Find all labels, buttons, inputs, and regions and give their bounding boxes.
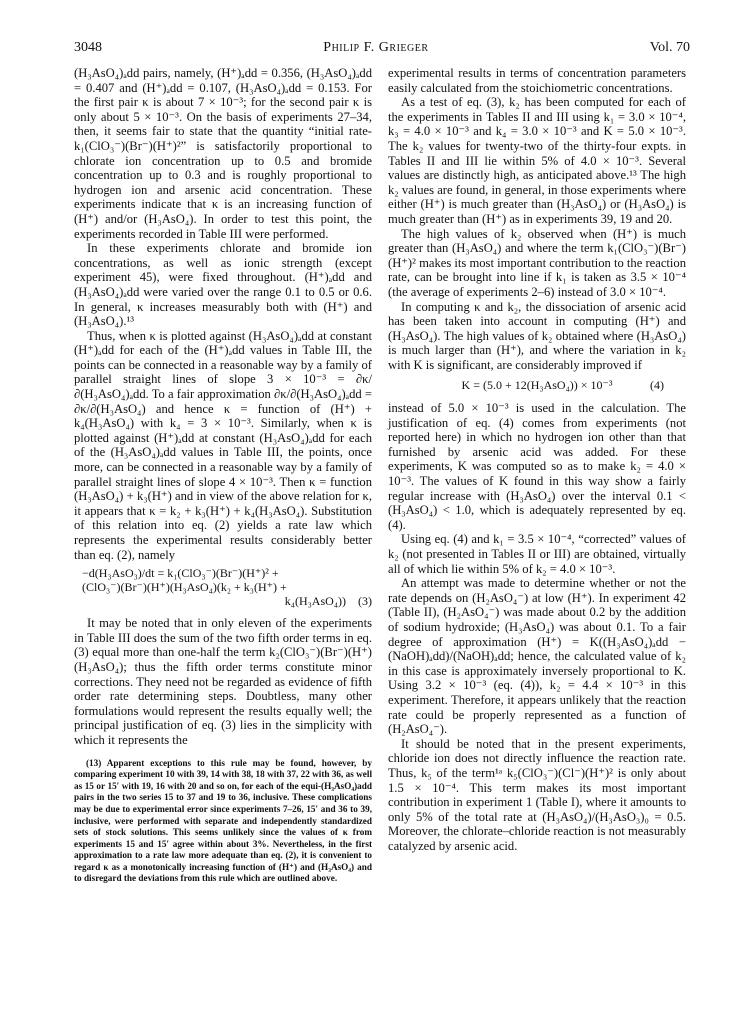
page-header bbox=[74, 40, 690, 60]
right-paragraph-1: experimental results in terms of concentration parameters easily calculated from the stoichiometric concentrations. bbox=[388, 66, 686, 95]
right-paragraph-8: It should be noted that in the present experiments, chloride ion does not directly influence the reaction rate. Thus, k₅ of the term¹ᵃ k₅(ClO₃⁻)(Cl⁻)(H⁺)² is only about 1.5 × 10⁻⁴. This term makes its most important contribution in experiment 1 (Table I), where it amounts to only 5% of the total rate at (H₃AsO₄)/(H₃AsO₃)₀ = 0.5. Moreover, the chlorate–chloride reaction is not measurably catalyzed by arsenic acid. bbox=[388, 736, 686, 853]
equation-3-line-2: (ClO₃⁻)(Br⁻)(H⁺)(H₃AsO₄)(k₂ + k₃(H⁺) + bbox=[82, 580, 287, 595]
volume-label: Vol. 70 bbox=[649, 40, 690, 55]
running-author: Philip F. Grieger bbox=[323, 40, 429, 55]
equation-3-number: (3) bbox=[358, 594, 372, 609]
equation-3-line-3-wrap bbox=[82, 594, 372, 608]
equation-3-line-1: −d(H₃AsO₃)/dt = k₁(ClO₃⁻)(Br⁻)(H⁺)² + bbox=[82, 566, 279, 581]
right-paragraph-6: Using eq. (4) and k₁ = 3.5 × 10⁻⁴, “corrected” values of k₂ (not presented in Tables II or III) are obtained, virtually all of which lie within 5% of k₂ = 4.0 × 10⁻³. bbox=[388, 532, 686, 576]
right-paragraph-2: As a test of eq. (3), k₂ has been computed for each of the experiments in Tables II and III using k₁ = 3.0 × 10⁻⁴, k₃ = 4.0 × 10⁻³ and k₄ = 3.0 × 10⁻³ and K = 5.0 × 10⁻³. The k₂ values for twenty-two of the thirty-four expts. in Tables II and III lie within 5% of 4.0 × 10⁻³. Several values are distinctly high, as anticipated above.¹³ The high k₂ values are found, in general, in those experiments where either (H⁺) is much greater than (H₃AsO₄) or (H₃AsO₄) is much greater than (H⁺) as in experiments 39, 19 and 20. bbox=[388, 95, 686, 226]
equation-4 bbox=[388, 378, 686, 393]
right-paragraph-7: An attempt was made to determine whether or not the rate depends on (H₂AsO₄⁻) at low (H⁺). In experiment 42 (Table II), (H₂AsO₄⁻) was made about 0.2 by the addition of sodium hydroxide; (H₃AsO₄) was about 0.1. To a fair degree of approximation (H⁺) = K((H₃AsO₄)ₐdd − (NaOH)ₐdd)/(NaOH)ₐdd; hence, the calculated value of k₂ in this case is approximately inversely proportional to K. Using 3.2 × 10⁻³ (eq. (4)), k₂ = 4.4 × 10⁻³ in this experiment. Therefore, it appears unlikely that the reaction rate could be properly represented as a function of (H₂AsO₄⁻). bbox=[388, 576, 686, 737]
left-paragraph-2: In these experiments chlorate and bromide ion concentrations, as well as ionic strength (except experiment 45), were fixed throughout. (H⁺)ₐdd and (H₃AsO₄)ₐdd were varied over the range 0.1 to 0.5 or 0.6. In general, κ increases measurably both with (H⁺) and (H₃AsO₄).¹³ bbox=[74, 241, 372, 329]
footnote-13 bbox=[74, 758, 372, 886]
right-column bbox=[388, 66, 686, 853]
equation-3-line-3: k₄(H₃AsO₄)) bbox=[284, 594, 346, 609]
equation-4-number: (4) bbox=[650, 378, 664, 393]
left-paragraph-3: Thus, when κ is plotted against (H₃AsO₄)ₐdd at constant (H⁺)ₐdd for each of the (H⁺)ₐdd values in Table III, the points can be connected in a reasonable way by a family of parallel straight lines of slope 3 × 10⁻³ = ∂κ/∂(H₃AsO₄)ₐdd. To a fair approximation ∂κ/∂(H₃AsO₄)ₐdd = ∂κ/∂(H₃AsO₄) and hence κ = function of (H⁺) + k₄(H₃AsO₄) with k₄ = 3 × 10⁻³. Similarly, when κ is plotted against (H⁺)ₐdd at constant (H₃AsO₄)ₐdd for each of the (H₃AsO₄)ₐdd values in Table III, the points, once more, can be connected in a reasonable way by a family of parallel straight lines of slope 4 × 10⁻³. Then κ = function (H₃AsO₄) + k₃(H⁺) and in view of the above relation for κ, it appears that κ = k₂ + k₃(H⁺) + k₄(H₃AsO₄). Substitution of this relation into eq. (2) yields a rate law which represents the experimental results considerably better than eq. (2), namely bbox=[74, 328, 372, 562]
left-column bbox=[74, 66, 372, 885]
right-paragraph-5: instead of 5.0 × 10⁻³ is used in the calculation. The justification of eq. (4) comes from experiments (not reported here) in which no hydrogen ion other than that furnished by arsenic acid was added. For these experiments, K was computed so as to make k₂ = 4.0 × 10⁻³. The values of K found in this way show a fairly regular increase with (H₃AsO₄) over the interval 0.1 < (H₃AsO₄) < 1.0, which is adequately represented by eq. (4). bbox=[388, 401, 686, 532]
equation-4-text: K = (5.0 + 12(H₃AsO₄)) × 10⁻³ bbox=[461, 378, 613, 393]
equation-3 bbox=[82, 566, 372, 608]
footnote-13-text: (13) Apparent exceptions to this rule may be found, however, by comparing experiment 10 with 39, 14 with 38, 18 with 37, 22 with 36, as well as 15 or 15′ with 19, 16 with 20 and so on, for each of the equi-(H₃AsO₄)add pairs in the two series 15 to 37 and 19 to 36, inclusive. These complications may be due to experimental error since experiments 7–26, 15′ and 36 to 39, inclusive, were performed with separate and independently standardized sets of stock solutions. This seems unlikely since the values of κ from experiments 15 and 15′ agree within about 3%. Nevertheless, in the first approximation to a rate law more adequate than eq. (2), it is convenient to regard κ as a monotonically increasing function of (H⁺) and (H₃AsO₄) and to disregard the deviations from this rule which are outlined above. bbox=[74, 757, 372, 884]
left-paragraph-4: It may be noted that in only eleven of the experiments in Table III does the sum of the two fifth order terms in eq. (3) equal more than one-half the term k₂(ClO₃⁻)(Br⁻)(H⁺)(H₃AsO₄); thus the fifth order terms constitute minor corrections. They need not be regarded as evidence of fifth order rate determining steps. Doubtless, many other formulations would represent the results equally well; the principal justification of eq. (3) lies in the simplicity with which it represents the bbox=[74, 616, 372, 747]
left-paragraph-1: (H₃AsO₄)ₐdd pairs, namely, (H⁺)ₐdd = 0.356, (H₃AsO₄)ₐdd = 0.407 and (H⁺)ₐdd = 0.107, (H₃AsO₄)ₐdd = 0.153. For the first pair κ is about 7 × 10⁻³; for the second pair κ is only about 5 × 10⁻³. On the basis of experiments 27–34, then, it seems fair to state that the quantity “initial rate-k₁(ClO₃⁻)(Br⁻)(H⁺)²” is satisfactorily proportional to chlorate ion concentration up to 0.5 and bromide concentration up to 0.3 and is roughly proportional to hydrogen ion and arsenic acid concentration. These experiments indicate that κ is an increasing function of (H⁺) and/or (H₃AsO₄). In order to test this point, the experiments recorded in Table III were performed. bbox=[74, 66, 372, 241]
page-number: 3048 bbox=[74, 40, 102, 55]
right-paragraph-4: In computing κ and k₂, the dissociation of arsenic acid has been taken into account in computing (H⁺) and (H₃AsO₄). The high values of k₂ obtained where (H₃AsO₄) is much larger than (H⁺), and where the variation in k₂ with K is significant, are considerably improved if bbox=[388, 299, 686, 372]
right-paragraph-3: The high values of k₂ observed when (H⁺) is much greater than (H₃AsO₄) and where the term k₁(ClO₃⁻)(Br⁻)(H⁺)² makes its most important contribution to the reaction rate, can be brought into line if k₁ is taken as 3.5 × 10⁻⁴ (the average of experiments 2–6) instead of 3.0 × 10⁻⁴. bbox=[388, 226, 686, 299]
